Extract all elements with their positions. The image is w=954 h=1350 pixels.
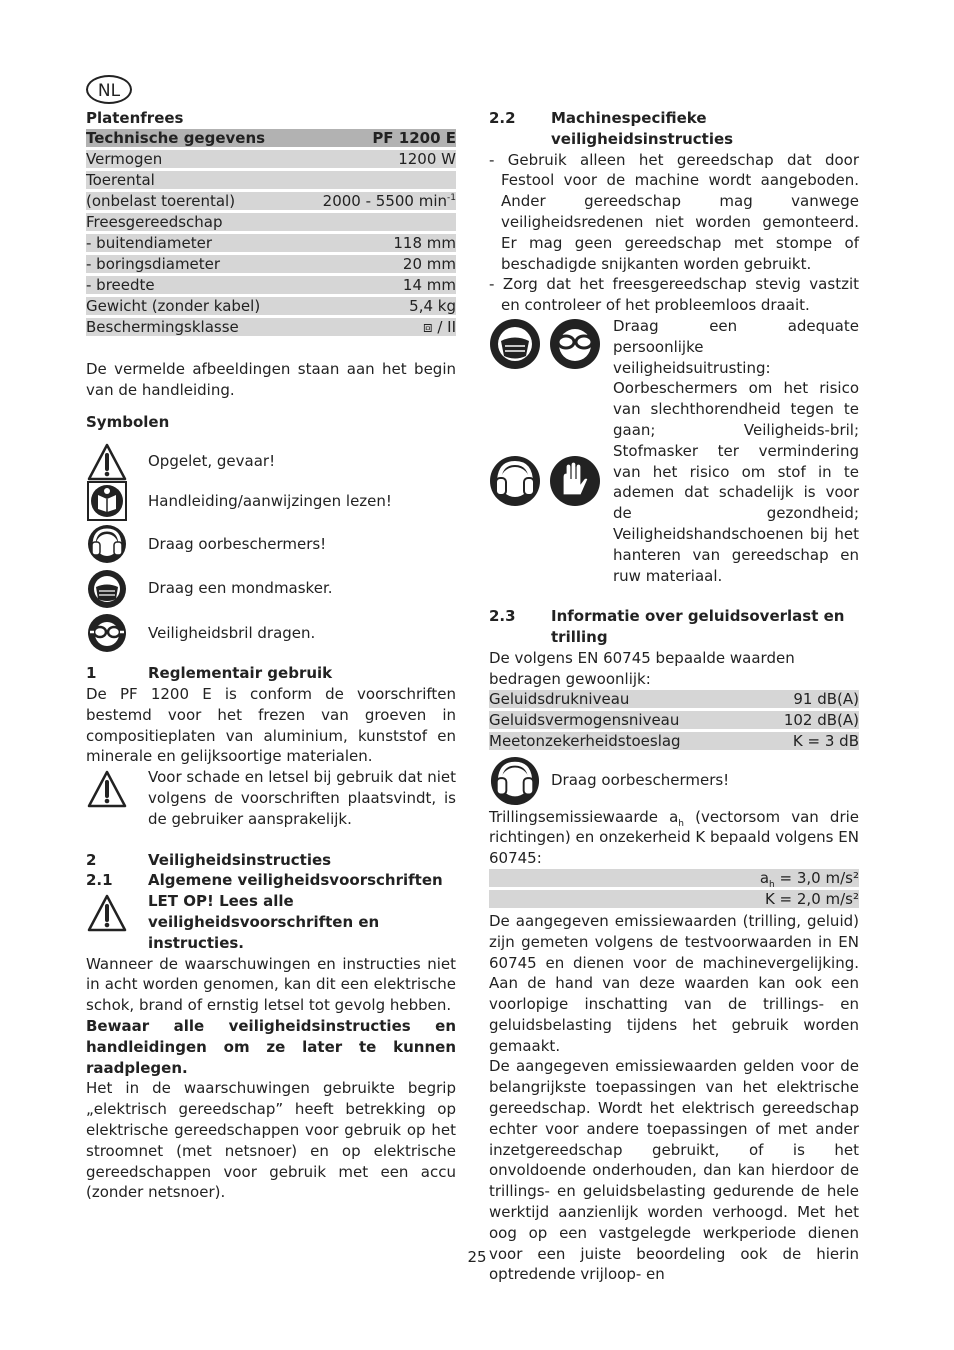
symbol-label: Opgelet, gevaar! [148,452,276,471]
section-title: Machinespecifieke veiligheidsinstructies [551,109,734,148]
section-title: Veiligheidsinstructies [148,850,332,869]
vib-a-post: = 3,0 m/s² [774,868,859,887]
spec-header-label: Technische gegevens [86,128,266,147]
product-title: Platenfrees [86,109,184,127]
mask-icon [86,569,128,609]
section-2-1-p2: Bewaar alle veiligheidsinstructies en handleidingen om ze later te kunnen raadplegen. [86,1016,456,1077]
table-row [489,888,859,909]
section-number: 1 [86,664,97,683]
table-row [489,869,859,889]
section-2-1-warning [86,891,456,953]
left-column [86,108,456,1203]
section-2-2-heading [489,108,859,150]
goggles-icon [549,318,601,370]
spec-value: 14 mm [402,275,456,294]
warning-text: Voor schade en letsel bij gebruik dat niet volgens de voorschriften plaatsvindt, is de gebruiker aansprakelijk. [148,768,456,828]
symbols-list [86,441,456,657]
emission-paragraph-2: De aangegeven emissiewaarden gelden voor de belangrijkste toepassingen van het elektrische gereedschap. Wordt het elektrisch gereedschap echter voor andere toepassingen of met ander inzetgereedschap gebruikt, of is het onvoldoende onderhouden, dan kan hierdoor de trillings- en geluidsbelasting gedurende de hele werktijd aanzienlijk worden verhoogd. Met het oog op een vastgelegde werkperiode dienen voor een juiste beoordeling ook de hierin optredende vrijloop- en [489,1057,859,1284]
vib-intro-b: (vectorsom van drie richtingen) en onzekerheid K bepaald volgens EN 60745: [489,807,860,868]
vibration-table [489,869,859,911]
read-manual-icon [86,481,128,521]
noise-label: Meetonzekerheidstoeslag [489,731,681,750]
section-number: 2.1 [86,871,113,890]
table-row [86,232,456,253]
language-badge: NL [86,75,132,104]
list-item [86,568,456,609]
symbol-label: Handleiding/aanwijzingen lezen! [148,491,392,510]
spec-value: 1200 W [398,149,456,168]
section-title: Reglementair gebruik [148,664,333,683]
warning-text: LET OP! Lees alle veiligheidsvoorschriften en instructies. [148,892,380,952]
spec-value [298,211,456,232]
vib-intro-sub: h [678,818,684,829]
table-row [86,253,456,274]
ear-protection-notice [489,755,859,807]
spec-label: - boringsdiameter [86,254,221,273]
section-2-1-p3: Het in de waarschuwingen gebruikte begrip „elektrisch gereedschap” heeft betrekking op elektrische gereedschappen voor gebruik op het stroomnet (met netsnoer) en op elektrische gereedschappen voor gebruik met een accu (zonder netsnoer). [86,1079,456,1202]
intro-paragraph: De vermelde afbeeldingen staan aan het begin van de handleiding. [86,359,456,399]
ear-protection-icon [489,455,541,507]
spec-label: - buitendiameter [86,233,212,252]
warning-triangle-icon [86,442,128,482]
uncertainty-value: K = 2,0 m/s² [764,889,859,908]
noise-label: Geluidsvermogensniveau [489,710,680,729]
vibration-intro [489,807,859,869]
section-number: 2.2 [489,109,516,127]
spec-label: Freesgereedschap [86,212,223,231]
mask-icon [489,318,541,370]
section-number: 2.3 [489,607,516,626]
symbols-title: Symbolen [86,413,170,432]
spec-value: 5,4 kg [409,296,456,315]
section-2-1-heading [86,870,456,891]
table-row [489,690,859,710]
section-2-heading [86,850,456,871]
noise-intro: De volgens EN 60745 bepaalde waarden bedragen gewoonlijk: [489,648,795,688]
ppe-icons [489,316,607,586]
spec-value [298,169,456,190]
table-row [86,169,456,190]
vib-a-pre: a [759,868,770,887]
table-row [489,730,859,751]
symbol-label: Draag een mondmasker. [148,579,333,598]
list-item: - Gebruik alleen het gereedschap dat door Festool voor de machine wordt aangeboden. Ander gereedschap mag vanwege veiligheidsredenen niet worden gemonteerd. Er mag geen gereedschap met stompe of beschadigde snijkanten worden gebruikt. [489,150,859,273]
spec-value [298,190,456,211]
vib-intro-a: Trillingsemissiewaarde a [489,807,679,826]
noise-table [489,690,859,753]
noise-value: 102 dB(A) [783,710,859,729]
section-2-1-p1: Wanneer de waarschuwingen en instructies niet in acht worden genomen, kan dit een elektrische schok, brand of ernstig letsel tot gevolg hebben. [86,954,456,1015]
goggles-icon [86,613,128,653]
section-1-text: De PF 1200 E is conform de voorschriften bestemd voor het frezen van groeven in compositieplaten van aluminium, kunststof en minerale en gelijksoortige materialen. [86,684,456,766]
table-row [86,190,456,211]
spec-header-value: PF 1200 E [372,128,456,147]
section-2-3-heading [489,606,859,648]
spec-value-text: 2000 - 5500 min [322,191,448,210]
table-row [489,709,859,730]
ppe-text: Draag een adequate persoonlijke veiligheidsuitrusting: Oorbeschermers om het risico van slechthorendheid tegen te gaan; Veiligheids-bril; Stofmasker ter vermindering van het risico om stof in te ademen dat schadelijk is voor de gezondheid; Veiligheidshandschoenen bij het hanteren van gereedschap en ruw materiaal. [613,316,859,585]
ear-protection-label: Draag oorbeschermers! [551,771,730,790]
section-title: Algemene veiligheidsvoorschriften [148,871,443,890]
table-row [86,274,456,295]
list-item [86,482,456,520]
spec-value-sup: -1 [447,192,456,203]
right-column [489,108,859,1285]
table-row [86,295,456,316]
symbol-label: Veiligheidsbril dragen. [148,623,316,642]
warning-triangle-icon [86,769,128,809]
section-title: Informatie over geluidsoverlast en trilling [551,607,845,647]
page-number: 25 [467,1248,487,1266]
emission-paragraph-1: De aangegeven emissiewaarden (trilling, geluid) zijn gemeten volgens de testvoorwaarden in EN 60745 en dienen voor de machinevergelijking. Aan de hand van deze waarden kan ook een voorlopige inschatting van de trillings- en geluidsbelasting tijdens het gebruik worden gemaakt. [489,911,859,1055]
list-item [86,609,456,657]
ear-protection-icon [86,524,128,564]
noise-value: K = 3 dB [792,731,859,750]
vib-a-sub: h [769,879,775,890]
noise-value: 91 dB(A) [793,689,859,708]
table-row [86,316,456,337]
spec-label: - breedte [86,275,155,294]
table-row [86,211,456,232]
spec-value: 20 mm [402,254,456,273]
noise-label: Geluidsdrukniveau [489,689,630,708]
spec-value: ⧈ / II [423,317,456,336]
table-row [86,148,456,169]
section-number: 2 [86,850,97,869]
section-1-heading [86,663,456,684]
spec-label: Gewicht (zonder kabel) [86,296,261,315]
spec-label: Beschermingsklasse [86,317,239,336]
spec-label: Vermogen [86,149,163,168]
list-item [86,441,456,482]
spec-label: (onbelast toerental) [86,191,236,210]
gloves-icon [549,455,601,507]
symbol-label: Draag oorbeschermers! [148,534,327,553]
spec-label: Toerental [86,170,155,189]
ppe-block [489,316,859,586]
spec-table [86,129,456,339]
ear-protection-icon [489,756,541,806]
vibration-value [489,869,859,889]
list-item: - Zorg dat het freesgereedschap stevig vastzit en controleer of het probleemloos draait. [489,275,859,315]
spec-value: 118 mm [393,233,456,252]
spec-table-header [86,129,456,149]
warning-triangle-icon [86,893,128,933]
list-item [86,520,456,568]
section-1-warning [86,767,456,829]
